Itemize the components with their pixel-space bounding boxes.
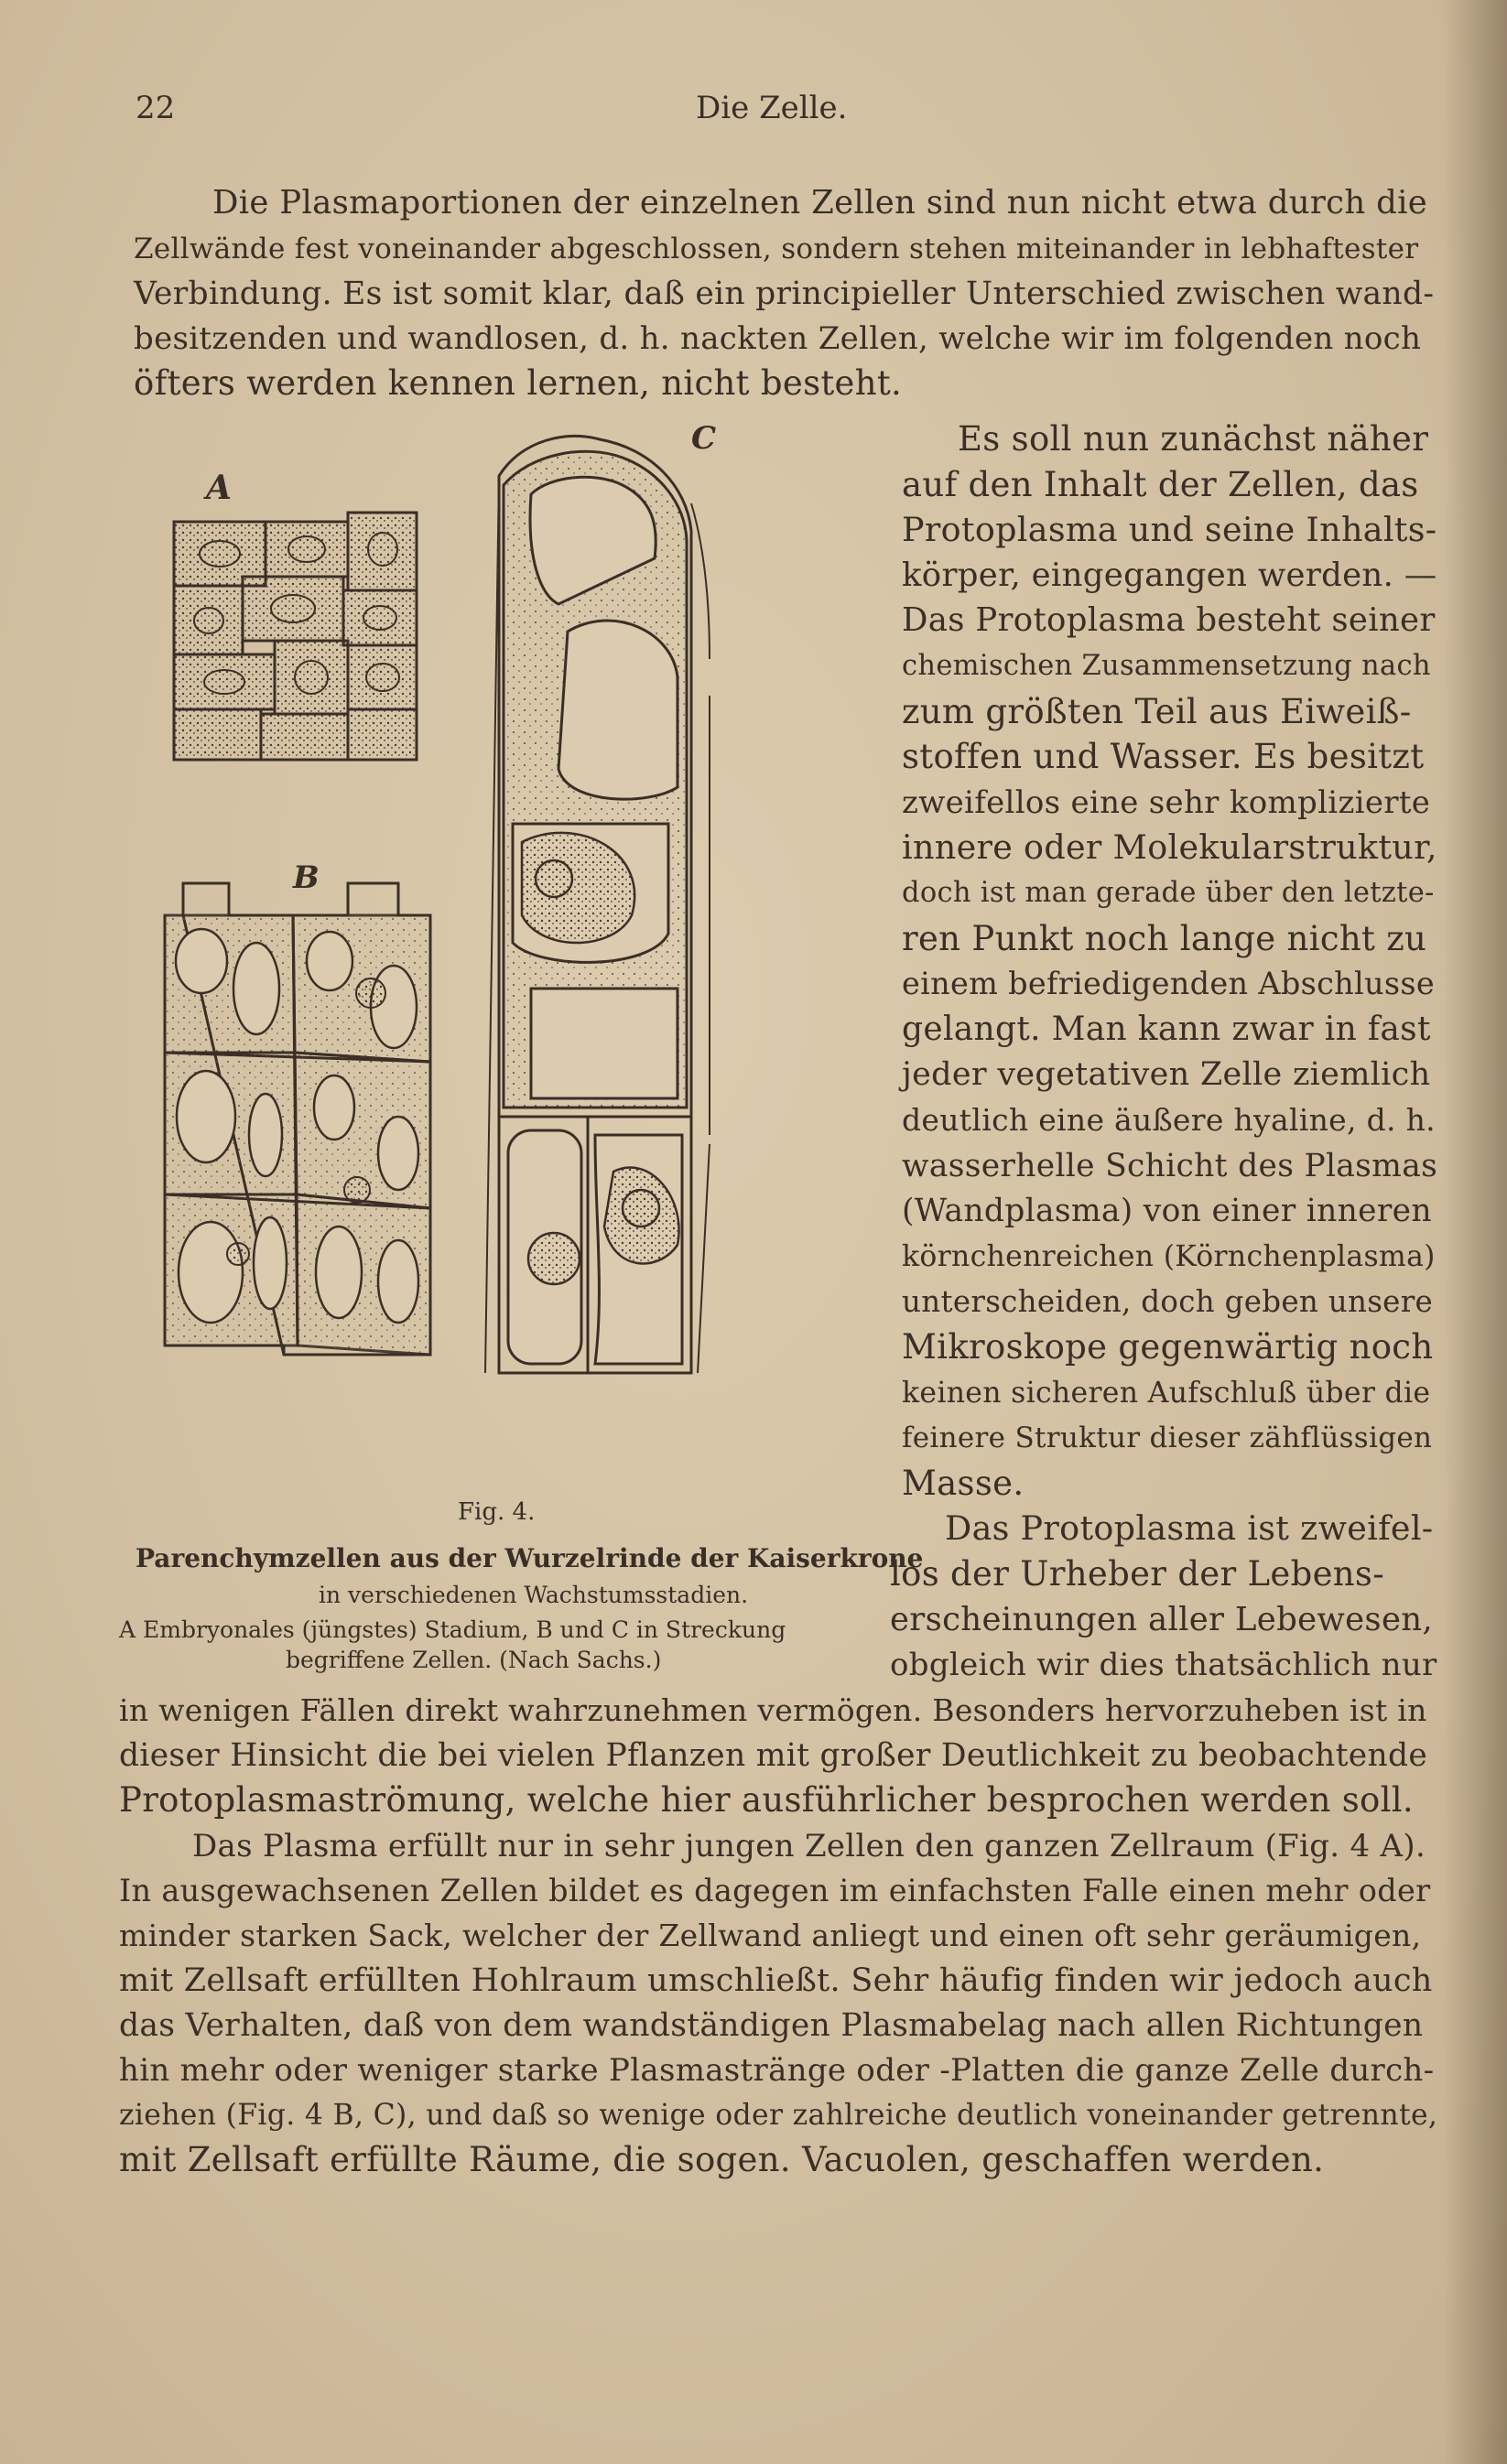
text-line: auf den Inhalt der Zellen, das [902, 465, 1419, 504]
caption-subtitle: in verschiedenen Wachstumsstadien. [319, 1582, 749, 1608]
text-line: Das Protoplasma ist zweifel- [945, 1508, 1434, 1548]
text-line: feinere Struktur dieser zähflüssigen [902, 1421, 1433, 1454]
text-line: deutlich eine äußere hyaline, d. h. [902, 1102, 1436, 1138]
text-line: Mikroskope gegenwärtig noch [902, 1327, 1434, 1367]
text-line: Zellwände fest voneinander abgeschlossen, sondern stehen miteinander in lebhaftester [134, 232, 1419, 265]
text-line: In ausgewachsenen Zellen bildet es dagegen im einfachsten Falle einen mehr oder [119, 1873, 1431, 1908]
text-line: stoffen und Wasser. Es besitzt [902, 737, 1425, 776]
text-line: körnchenreichen (Körnchenplasma) [902, 1240, 1436, 1273]
text-line: Das Plasma erfüllt nur in sehr jungen Zellen den ganzen Zellraum (Fig. 4 A). [192, 1828, 1426, 1864]
text-line: zum größten Teil aus Eiweiß- [902, 692, 1412, 731]
text-line: obgleich wir dies thatsächlich nur [890, 1647, 1437, 1683]
text-line: mit Zellsaft erfüllte Räume, die sogen. Vacuolen, geschaffen werden. [119, 2140, 1325, 2179]
page-gutter-shadow [1443, 0, 1507, 2464]
text-line: Protoplasmaströmung, welche hier ausführlicher besprochen werden soll. [119, 1780, 1414, 1820]
text-line: los der Urheber der Lebens- [890, 1554, 1385, 1594]
text-line: zweifellos eine sehr komplizierte [902, 784, 1431, 821]
text-line: besitzenden und wandlosen, d. h. nackten Zellen, welche wir im folgenden noch [134, 320, 1422, 357]
page-number: 22 [136, 90, 176, 126]
text-line: minder starken Sack, welcher der Zellwand anliegt und einen oft sehr geräumigen, [119, 1918, 1422, 1953]
text-line: Verbindung. Es ist somit klar, daß ein principieller Unterschied zwischen wand- [134, 276, 1435, 312]
caption-line: begriffene Zellen. (Nach Sachs.) [286, 1647, 662, 1673]
text-line: mit Zellsaft erfüllten Hohlraum umschließt. Sehr häufig finden wir jedoch auch [119, 1962, 1433, 1999]
text-line: (Wandplasma) von einer inneren [902, 1193, 1432, 1229]
text-line: Masse. [902, 1464, 1025, 1503]
text-line: einem befriedigenden Abschlusse [902, 966, 1436, 1001]
figure-label-b: B [293, 859, 320, 896]
text-line: öfters werden kennen lernen, nicht besteht. [134, 363, 903, 403]
figure-part-a [174, 513, 417, 760]
caption-line: A Embryonales (jüngstes) Stadium, B und C in Streckung [119, 1616, 786, 1643]
text-line: wasserhelle Schicht des Plasmas [902, 1148, 1438, 1184]
text-line: doch ist man gerade über den letzte- [902, 877, 1435, 909]
text-line: körper, eingegangen werden. — [902, 557, 1437, 594]
running-title: Die Zelle. [696, 90, 848, 126]
text-line: chemischen Zusammensetzung nach [902, 650, 1431, 682]
text-line: gelangt. Man kann zwar in fast [902, 1010, 1431, 1048]
figure-label-c: C [691, 421, 717, 457]
text-line: dieser Hinsicht die bei vielen Pflanzen mit großer Deutlichkeit zu beobachtende [119, 1737, 1428, 1774]
text-line: Protoplasma und seine Inhalts- [902, 510, 1437, 549]
text-line: erscheinungen aller Lebewesen, [890, 1601, 1433, 1638]
text-line: Es soll nun zunächst näher [958, 419, 1429, 459]
text-line: unterscheiden, doch geben unsere [902, 1284, 1434, 1319]
text-line: das Verhalten, daß von dem wandständigen Plasmabelag nach allen Richtungen [119, 2007, 1424, 2044]
text-line: ziehen (Fig. 4 B, C), und daß so wenige oder zahlreiche deutlich voneinander getrennte, [119, 2099, 1438, 2132]
text-line: hin mehr oder weniger starke Plasmastränge oder -Platten die ganze Zelle durch- [119, 2052, 1435, 2089]
caption-title: Parenchymzellen aus der Wurzelrinde der Kaiserkrone [136, 1543, 924, 1573]
text-line: Das Protoplasma besteht seiner [902, 601, 1436, 639]
text-line: ren Punkt noch lange nicht zu [902, 919, 1427, 958]
text-line: innere oder Molekularstruktur, [902, 827, 1437, 867]
figure-number: Fig. 4. [458, 1498, 536, 1526]
text-line: jeder vegetativen Zelle ziemlich [902, 1056, 1431, 1093]
text-line: keinen sicheren Aufschluß über die [902, 1377, 1431, 1410]
figure-4-cell-drawing [137, 421, 870, 1519]
figure-label-a: A [206, 469, 232, 507]
text-line: in wenigen Fällen direkt wahrzunehmen vermögen. Besonders hervorzuheben ist in [119, 1692, 1427, 1728]
text-line: Die Plasmaportionen der einzelnen Zellen sind nun nicht etwa durch die [212, 184, 1428, 222]
